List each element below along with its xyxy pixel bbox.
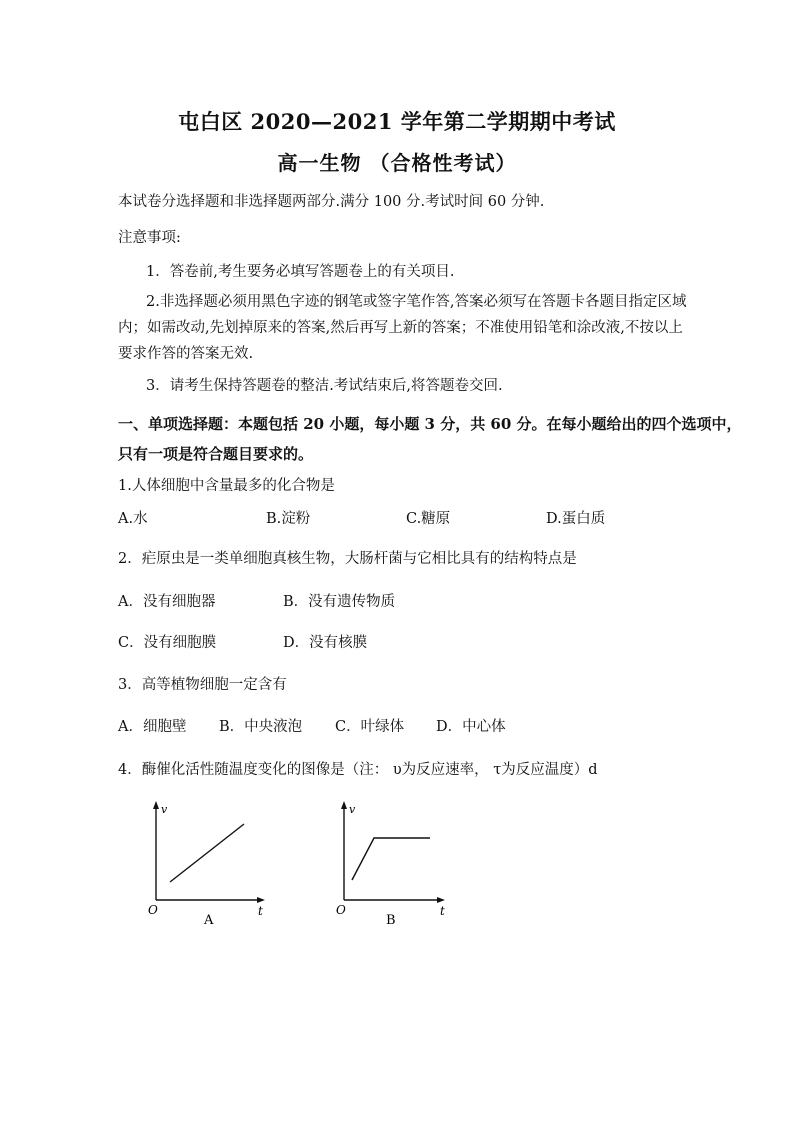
exam-title: 屯白区 2020—2021 学年第二学期期中考试 — [178, 109, 616, 134]
graph-b-origin: O — [336, 903, 346, 917]
section-heading-1: 一、单项选择题：本题包括 20 小题，每小题 3 分，共 60 分。在每小题给出的四个选项中， — [118, 415, 742, 433]
question-1-option-b: B.淀粉 — [266, 511, 311, 527]
graph-b-x-arrow — [437, 897, 445, 903]
question-4-stem: 4．酶催化活性随温度变化的图像是（注： υ为反应速率， τ为反应温度）d — [118, 762, 598, 778]
question-1-option-d: D.蛋白质 — [546, 511, 606, 527]
graph-b-curve — [352, 838, 430, 880]
question-2-option-d: D．没有核膜 — [283, 635, 368, 651]
question-3-option-a: A．细胞壁 — [118, 719, 187, 735]
intro-text: 本试卷分选择题和非选择题两部分.满分 100 分.考试时间 60 分钟. — [118, 194, 545, 210]
exam-subtitle: 高一生物 （合格性考试） — [277, 151, 517, 175]
graph-a-curve — [170, 824, 244, 882]
note-item-3: 3．请考生保持答题卷的整洁.考试结束后,将答题卷交回. — [146, 378, 503, 394]
question-3-option-d: D．中心体 — [436, 719, 506, 735]
question-3-option-b: B．中央液泡 — [219, 719, 303, 735]
notes-heading: 注意事项: — [118, 230, 181, 246]
question-3-stem: 3．高等植物细胞一定含有 — [118, 677, 287, 693]
graph-a-x-arrow — [257, 897, 265, 903]
graph-a-caption: A — [204, 913, 214, 928]
note-item-1: 1．答卷前,考生要务必填写答题卷上的有关项目. — [146, 264, 455, 280]
note-item-2-end: 要求作答的答案无效. — [118, 346, 254, 362]
graph-a-origin: O — [148, 903, 158, 917]
note-item-2: 2.非选择题必须用黑色字迹的钢笔或签字笔作答,答案必须写在答题卡各题目指定区域 — [146, 294, 687, 310]
question-1-option-c: C.糖原 — [406, 511, 451, 527]
question-2-option-c: C．没有细胞膜 — [118, 635, 217, 651]
section-heading-2: 只有一项是符合题目要求的。 — [118, 445, 314, 463]
question-2-stem: 2．疟原虫是一类单细胞真核生物，大肠杆菌与它相比具有的结构特点是 — [118, 551, 577, 567]
question-3-option-c: C．叶绿体 — [335, 719, 405, 735]
graph-a-y-arrow — [153, 801, 159, 809]
graph-b — [328, 800, 468, 930]
graph-b-xlabel: t — [440, 904, 445, 918]
graph-b-y-arrow — [341, 801, 347, 809]
graph-a-ylabel: v — [161, 803, 168, 816]
graph-a-xlabel: t — [258, 904, 263, 918]
question-2-option-a: A．没有细胞器 — [118, 594, 216, 610]
graph-b-ylabel: v — [349, 803, 356, 816]
graph-b-caption: B — [386, 913, 396, 928]
question-1-stem: 1.人体细胞中含量最多的化合物是 — [118, 478, 335, 494]
question-2-option-b: B．没有遗传物质 — [283, 594, 396, 610]
note-item-2-cont: 内；如需改动,先划掉原来的答案,然后再写上新的答案；不准使用铅笔和涂改液,不按以上 — [118, 320, 683, 336]
question-1-option-a: A.水 — [118, 511, 148, 527]
graph-a — [140, 800, 280, 930]
